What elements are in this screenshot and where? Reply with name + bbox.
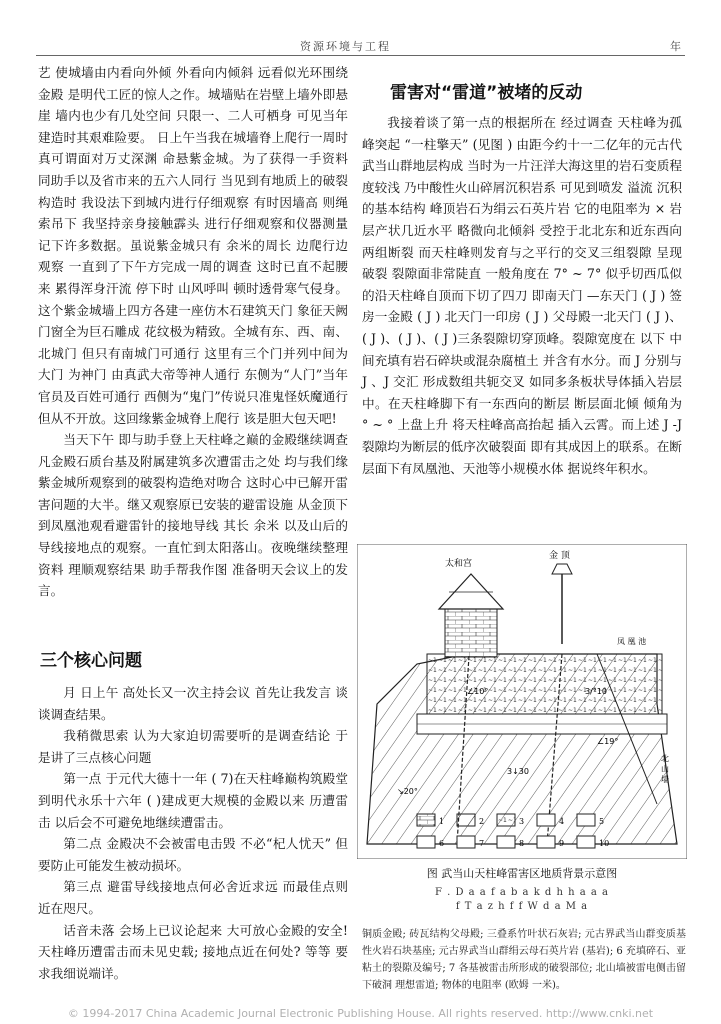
label-dip-3: 3↓30 [507, 767, 529, 776]
right-column [362, 112, 682, 479]
header-rule [36, 55, 685, 56]
paragraph: 第一点 于元代大德十一年 ( 7)在天柱峰巅构筑殿堂到明代永乐十六年 ( )建成更大规模的金殿以来 历遭雷击 以后会不可避免地继续遭雷击。 [38, 771, 348, 830]
legend-num: 7 [479, 839, 485, 848]
figure-caption-en [362, 886, 682, 914]
section-title-lightning: 雷害对“雷道”被堵的反动 [390, 83, 583, 103]
copyright-footer: © 1994-2017 China Academic Journal Electronic Publishing House. All rights reserved. http://www.cnki.net [67, 1007, 654, 1020]
label-dip-4: ∠19° [597, 737, 619, 746]
label-tower: 太和宫 [445, 559, 473, 569]
legend-num: 6 [439, 839, 445, 848]
caption-en-line2: f T a z h f f W d a M a [455, 901, 589, 912]
legend-num: 9 [559, 839, 565, 848]
figure-caption: 图 武当山天柱峰雷害区地质背景示意图 [426, 867, 618, 880]
paragraph: 第三点 避雷导线接地点何必舍近求远 而最佳点则近在咫尺。 [38, 879, 348, 916]
label-right-2: 北 山 墙 [660, 754, 670, 784]
legend-num: 3 [519, 817, 525, 826]
strata-block [427, 654, 662, 714]
legend-box-3 [497, 814, 515, 826]
geology-figure [357, 544, 687, 859]
figure-legend-text: 铜质金殿; 砖瓦结构父母殿; 三叠系竹叶状石灰岩; 元古界武当山群变质基性火岩石块基座; 元古界武当山群绢云母石英片岩 (基岩); 6 充填碎石、亚粘土的裂隙及编号; 7 各基被雷击所形成的破裂部位; 北山墙被雷电侧击留下破洞 理想雷道; 物体的电阻率 (欧姆 一米)。 [362, 929, 686, 991]
paragraph: 话音未落 会场上已议论起来 大可放心金殿的安全! 天柱峰历遭雷击而未见史载; 接地点近在何处? 等等 要求我细说端详。 [38, 922, 348, 981]
legend-box-10 [577, 836, 595, 848]
caption-en-line1: F . D a a f a b a k d h h a a a [435, 887, 609, 898]
left-column [38, 62, 348, 602]
paragraph: 我稍微思索 认为大家迫切需要听的是调查结论 于是讲了三点核心问题 [38, 728, 348, 765]
legend-box-5 [577, 814, 595, 826]
legend-box-2 [457, 814, 475, 826]
legend-num: 5 [599, 817, 605, 826]
section-title-core-issues: 三个核心问题 [40, 651, 142, 671]
label-top: 金 顶 [549, 551, 570, 561]
legend-num: 4 [559, 817, 565, 826]
legend-box-4 [537, 814, 555, 826]
journal-title: 资源环境与工程 [300, 40, 391, 53]
legend-box-6 [417, 836, 435, 848]
label-dip-5: ↘20° [397, 787, 418, 796]
paragraph: 第二点 金殿决不会被雷电击毁 不必“杞人忧天” 但要防止可能发生被动损坏。 [38, 836, 348, 873]
legend-box-8 [497, 836, 515, 848]
legend-box-7 [457, 836, 475, 848]
paragraph: 艺 使城墙由内看向外倾 外看向内倾斜 远看似光环围绕金殿 是明代工匠的惊人之作。城墙贴在岩壁上墙外即悬崖 墙内也少有几处空间 只限一、二人可栖身 可见当年建造时其艰难险要。 日上午当我在城墙脊上爬行一周时 真可谓面对万丈深渊 命悬紫金城。为了获得一手资料 同助手以及省市来的五六人同行 当见到有地质上的破裂构造时 我设法下到城内进行仔细观察 有时因墙高 则绳索吊下 我坚持亲身接触霹头 进行仔细观察和仪器测量 记下许多数据。虽说紫金城只有 余米的周长 边爬行边观察 一直到了下午方完成一周的调查 这时已直不起腰来 累得浑身汗流 停下时 山风呼叫 顿时透骨寒气侵身。这个紫金城墙上四方各建一座仿木石建筑天门 象征天阙 门窗全为巨石雕成 花纹极为精致。全城有东、西、南、北城门 但只有南城门可通行 这里有三个门并列中间为大门 为神门 由真武大帝等神人通行 东侧为“人门”当年官员及百姓可通行 西侧为“鬼门”传说只准鬼怪妖魔通行 但从不开放。这回缘紫金城脊上爬行 该是胆大包天吧! [38, 65, 348, 426]
legend-num: 1 [439, 817, 445, 826]
legend-box-9 [537, 836, 555, 848]
paragraph: 我接着谈了第一点的根据所在 经过调查 天柱峰为孤峰突起 “一柱擎天” (见图 ) 由距今约十一二亿年的元古代武当山群地层构成 当时为一片汪洋大海这里的岩石变质程度较浅 乃中酸性火山碎屑沉积岩系 可见到喷发 溢流 沉积的基本结构 峰顶岩石为绢云石英片岩 它的电阻率为 × 岩层产状几近水平 略微向北倾斜 受控于北北东和近东西向两组断裂 而天柱峰则发育与之平行的交叉三组裂隙 呈现破裂 裂隙面非常陡直 一般角度在 7° ~ 7° 似乎切西瓜似的沿天柱峰自顶而下切了四刀 即南天门 —东天门 ( J ) 签房一金殿 ( J ) 北天门一印房 ( J ) 父母殿一北天门 ( J )、( J )、( J )、( J )三条裂隙切穿顶峰。裂隙宽度在 以下 中间充填有岩石碎块或混杂腐植土 并含有水分。而 J 分别与 J 、J 交汇 形成数组共轭交叉 如同多条板状导体插入岩层中。在天柱峰脚下有一东西向的断层 断层面北倾 倾角为 ° ~ ° 上盘上升 将天柱峰高高抬起 插入云霄。而上述 J -J 裂隙均为断层的低序次破裂面 即有其成因上的联系。在断层面下有凤凰池、天池等小规模水体 据说终年积水。 [362, 115, 682, 476]
legend-num: 10 [599, 839, 610, 848]
page-header [0, 0, 721, 56]
paragraph: 月 日上午 高处长又一次主持会议 首先让我发言 谈谈调查结果。 [38, 685, 348, 722]
paragraph: 当天下午 即与助手登上天柱峰之巅的金殿继续调查 凡金殿石质台基及附属建筑多次遭雷击之处 均与我们缘紫金城所观察到的破裂构造绝对吻合 这时心中已解开雷害问题的大半。继又观察原已安装的避雷设施 从金顶下到凤凰池观看避雷针的接地导线 其长 余米 以及山后的导线接地点的观察。一直忙到太阳落山。夜晚继续整理资料 理顺观察结果 助手帮我作图 准备明天会议上的发言。 [38, 432, 348, 599]
label-dip-1: 3/°10 [585, 687, 607, 696]
legend-box-1 [417, 814, 435, 826]
header-year: 年 [670, 40, 681, 53]
legend-num: 2 [479, 817, 485, 826]
label-right-1: 凤 凰 池 [617, 637, 647, 646]
hall-building [445, 609, 497, 657]
label-dip-2: ∠10° [467, 687, 489, 696]
left-column-lower [38, 682, 348, 984]
legend-num: 8 [519, 839, 525, 848]
